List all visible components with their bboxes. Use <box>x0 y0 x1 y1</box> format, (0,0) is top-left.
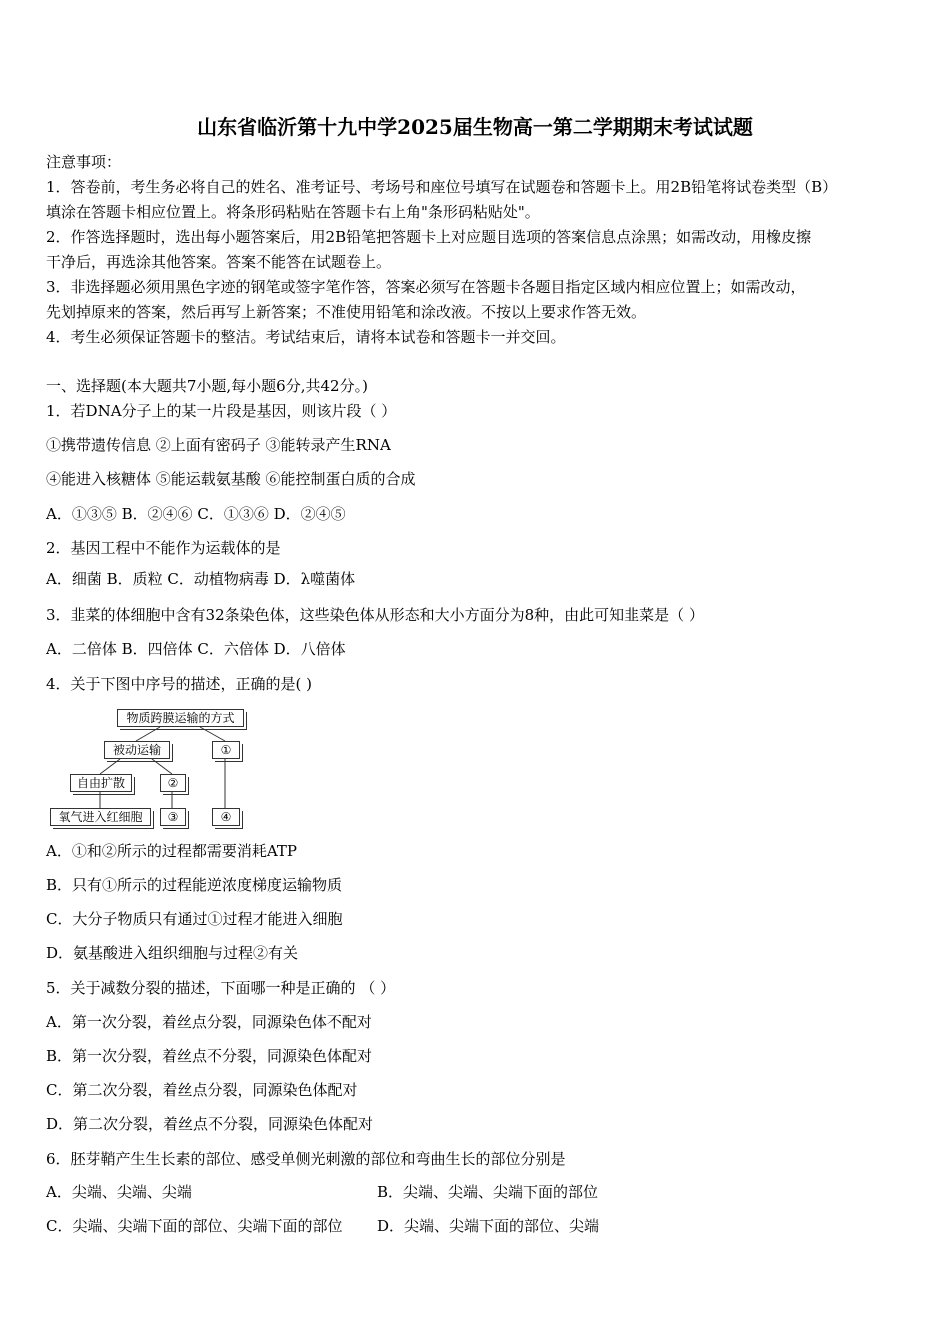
question-5-option-d: D．第二次分裂，着丝点不分裂，同源染色体配对 <box>46 1115 374 1133</box>
notice-line: 干净后，再选涂其他答案。答案不能答在试题卷上。 <box>46 253 392 271</box>
diagram-node-1: ① <box>212 741 240 759</box>
question-4-option-b: B．只有①所示的过程能逆浓度梯度运输物质 <box>46 876 343 894</box>
page-title: 山东省临沂第十九中学2025届生物高一第二学期期末考试试题 <box>197 115 753 139</box>
diagram-node-root: 物质跨膜运输的方式 <box>117 709 244 727</box>
question-2-stem: 2．基因工程中不能作为运载体的是 <box>46 539 281 557</box>
question-4-stem: 4．关于下图中序号的描述，正确的是( ) <box>46 675 313 693</box>
diagram-node-free-diffusion: 自由扩散 <box>70 774 132 792</box>
question-6-stem: 6．胚芽鞘产生生长素的部位、感受单侧光刺激的部位和弯曲生长的部位分别是 <box>46 1150 566 1168</box>
question-5-option-c: C．第二次分裂，着丝点分裂，同源染色体配对 <box>46 1081 358 1099</box>
question-4-option-c: C．大分子物质只有通过①过程才能进入细胞 <box>46 910 343 928</box>
diagram-node-2: ② <box>160 774 186 792</box>
question-6-option-c: C．尖端、尖端下面的部位、尖端下面的部位 <box>46 1217 343 1235</box>
question-1-item-line: ④能进入核糖体 ⑤能运载氨基酸 ⑥能控制蛋白质的合成 <box>46 470 416 488</box>
question-5-option-b: B．第一次分裂，着丝点不分裂，同源染色体配对 <box>46 1047 373 1065</box>
question-1-stem: 1．若DNA分子上的某一片段是基因，则该片段（ ） <box>46 402 397 420</box>
notice-line: 3．非选择题必须用黑色字迹的钢笔或签字笔作答，答案必须写在答题卡各题目指定区域内相应位置上；如需改动， <box>46 278 806 296</box>
question-1-options: A．①③⑤ B．②④⑥ C．①③⑥ D．②④⑤ <box>46 505 346 523</box>
question-2-options: A．细菌 B．质粒 C．动植物病毒 D．λ噬菌体 <box>46 570 356 588</box>
diagram-node-oxygen: 氧气进入红细胞 <box>50 808 151 826</box>
question-6-option-b: B．尖端、尖端、尖端下面的部位 <box>377 1183 599 1201</box>
notice-heading: 注意事项： <box>46 153 122 171</box>
question-6-option-a: A．尖端、尖端、尖端 <box>46 1183 192 1201</box>
notice-line: 4．考生必须保证答题卡的整洁。考试结束后，请将本试卷和答题卡一并交回。 <box>46 328 566 346</box>
notice-line: 1．答卷前，考生务必将自己的姓名、准考证号、考场号和座位号填写在试题卷和答题卡上。用2B铅笔将试卷类型（B） <box>46 178 838 196</box>
section-heading: 一、选择题(本大题共7小题,每小题6分,共42分。) <box>46 377 368 395</box>
question-3-options: A．二倍体 B．四倍体 C．六倍体 D．八倍体 <box>46 640 346 658</box>
question-5-stem: 5．关于减数分裂的描述，下面哪一种是正确的 （ ） <box>46 979 396 997</box>
diagram-node-4: ④ <box>212 808 240 826</box>
notice-line: 先划掉原来的答案，然后再写上新答案；不准使用铅笔和涂改液。不按以上要求作答无效。 <box>46 303 647 321</box>
question-5-option-a: A．第一次分裂，着丝点分裂，同源染色体不配对 <box>46 1013 372 1031</box>
question-4-option-d: D．氨基酸进入组织细胞与过程②有关 <box>46 944 299 962</box>
diagram-node-passive: 被动运输 <box>104 741 170 759</box>
question-4-option-a: A．①和②所示的过程都需要消耗ATP <box>46 842 297 860</box>
question-1-item-line: ①携带遗传信息 ②上面有密码子 ③能转录产生RNA <box>46 436 391 454</box>
diagram-node-3: ③ <box>160 808 186 826</box>
question-6-option-d: D．尖端、尖端下面的部位、尖端 <box>377 1217 600 1235</box>
notice-line: 填涂在答题卡相应位置上。将条形码粘贴在答题卡右上角"条形码粘贴处"。 <box>46 203 540 221</box>
notice-line: 2．作答选择题时，选出每小题答案后，用2B铅笔把答题卡上对应题目选项的答案信息点涂黑；如需改动，用橡皮擦 <box>46 228 812 246</box>
question-3-stem: 3．韭菜的体细胞中含有32条染色体，这些染色体从形态和大小方面分为8种，由此可知韭菜是（ ） <box>46 606 704 624</box>
